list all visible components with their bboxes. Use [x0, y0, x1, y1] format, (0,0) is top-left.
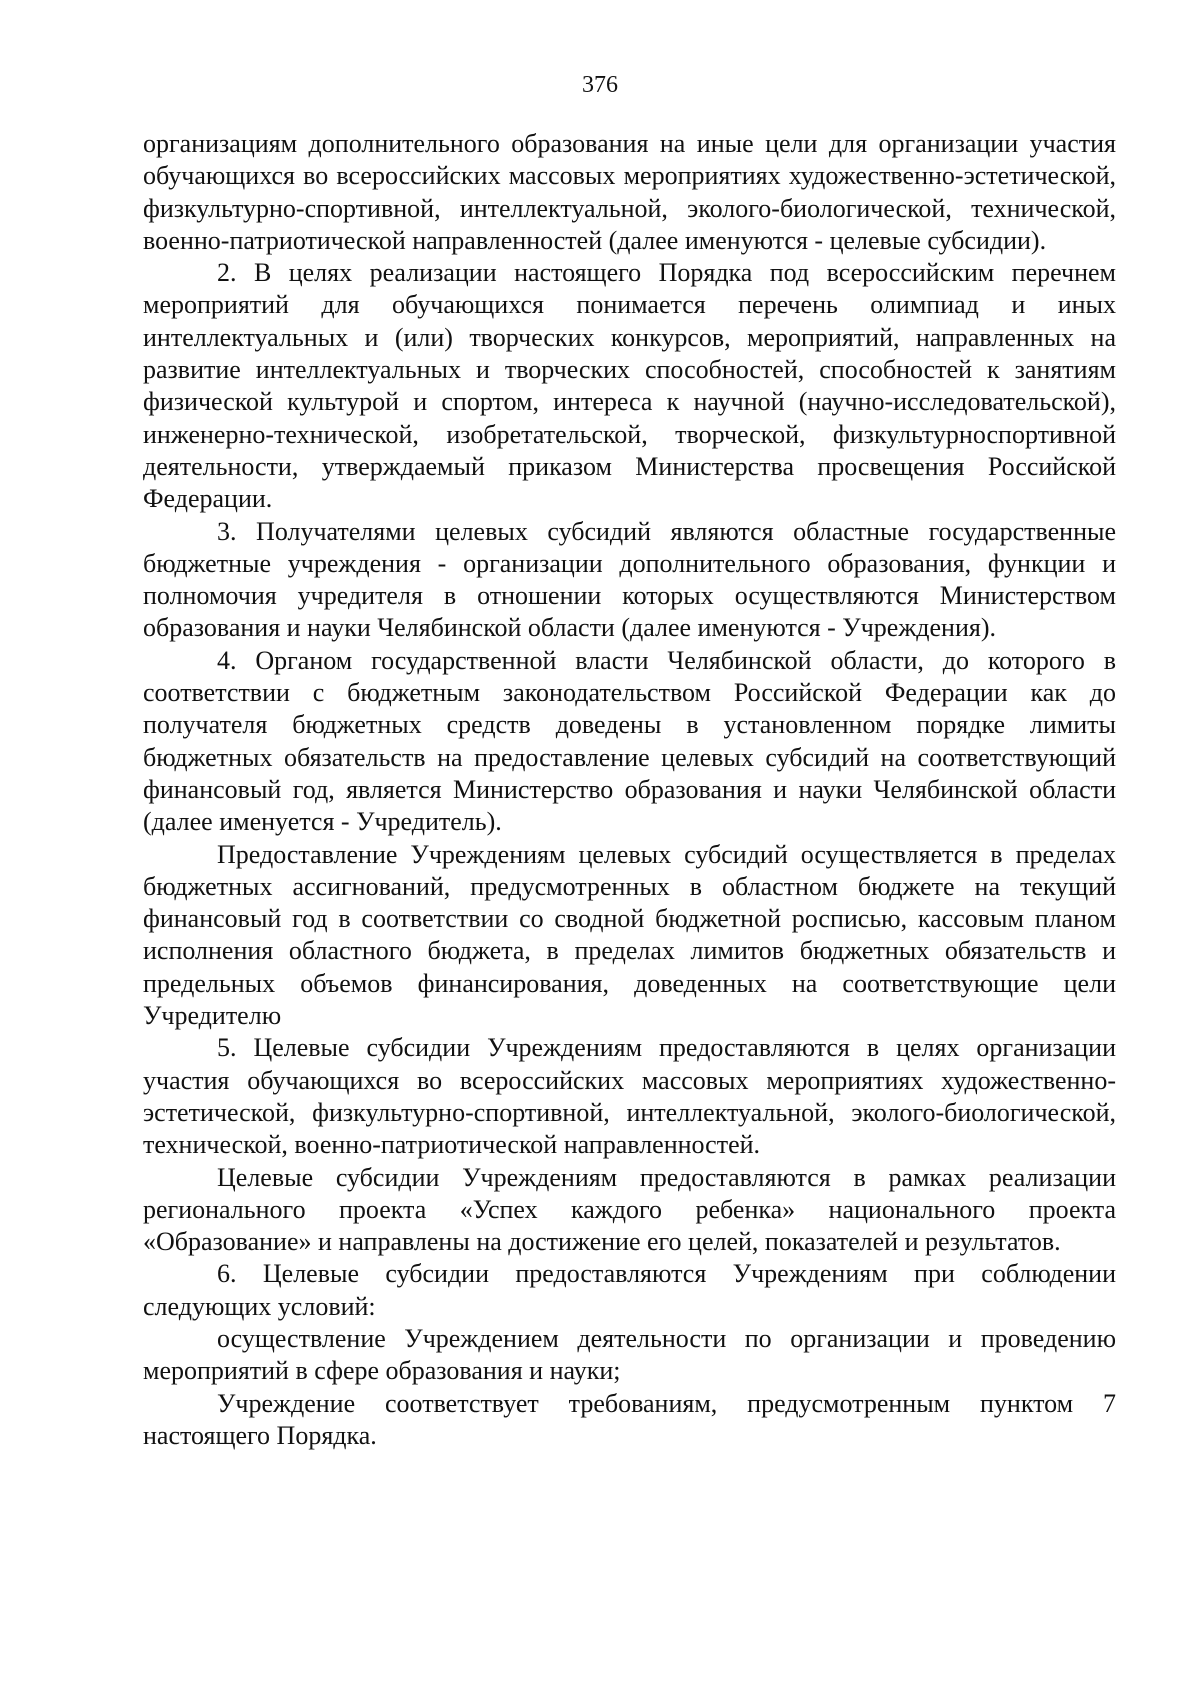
document-body	[143, 128, 1116, 1452]
paragraph-item-4-budget: Предоставление Учреждениям целевых субсидий осуществляется в пределах бюджетных ассигнований, предусмотренных в областном бюджете на текущий финансовый год в соответствии со сводной бюджетной росписью, кассовым планом исполнения областного бюджета, в пределах лимитов бюджетных обязательств и предельных объемов финансирования, доведенных на соответствующие цели Учредителю	[143, 839, 1116, 1031]
paragraph-condition-1: осуществление Учреждением деятельности по организации и проведению мероприятий в сфере образования и науки;	[143, 1323, 1116, 1386]
paragraph-continuation: организациям дополнительного образования на иные цели для организации участия обучающихся во всероссийских массовых мероприятиях художественно-эстетической, физкультурно-спортивной, интеллектуальной, эколого-биологической, технической, военно-патриотической направленностей (далее именуются - целевые субсидии).	[143, 129, 1116, 255]
paragraph-item-5-project: Целевые субсидии Учреждениям предоставляются в рамках реализации регионального проекта «Успех каждого ребенка» национального проекта «Образование» и направлены на достижение его целей, показателей и результатов.	[143, 1162, 1116, 1257]
paragraph-item-4: 4. Органом государственной власти Челябинской области, до которого в соответствии с бюджетным законодательством Российской Федерации как до получателя бюджетных средств доведены в установленном порядке лимиты бюджетных обязательств на предоставление целевых субсидий на соответствующий финансовый год, является Министерство образования и науки Челябинской области (далее именуется - Учредитель).	[143, 645, 1116, 837]
paragraph-item-2: 2. В целях реализации настоящего Порядка под всероссийским перечнем мероприятий для обучающихся понимается перечень олимпиад и иных интеллектуальных и (или) творческих конкурсов, мероприятий, направленных на развитие интеллектуальных и творческих способностей, способностей к занятиям физической культурой и спортом, интереса к научной (научно-исследовательской), инженерно-технической, изобретательской, творческой, физкультурноспортивной деятельности, утверждаемый приказом Министерства просвещения Российской Федерации.	[143, 258, 1116, 514]
paragraph-item-3: 3. Получателями целевых субсидий являются областные государственные бюджетные учреждения - организации дополнительного образования, функции и полномочия учредителя в отношении которых осуществляются Министерством образования и науки Челябинской области (далее именуются - Учреждения).	[143, 516, 1116, 643]
paragraph-condition-2: Учреждение соответствует требованиям, предусмотренным пунктом 7 настоящего Порядка.	[143, 1388, 1116, 1450]
paragraph-item-5: 5. Целевые субсидии Учреждениям предоставляются в целях организации участия обучающихся во всероссийских массовых мероприятиях художественно-эстетической, физкультурно-спортивной, интеллектуальной, эколого-биологической, технической, военно-патриотической направленностей.	[143, 1033, 1116, 1160]
page-number: 376	[582, 72, 618, 98]
paragraph-item-6: 6. Целевые субсидии предоставляются Учреждениям при соблюдении следующих условий:	[143, 1259, 1116, 1321]
